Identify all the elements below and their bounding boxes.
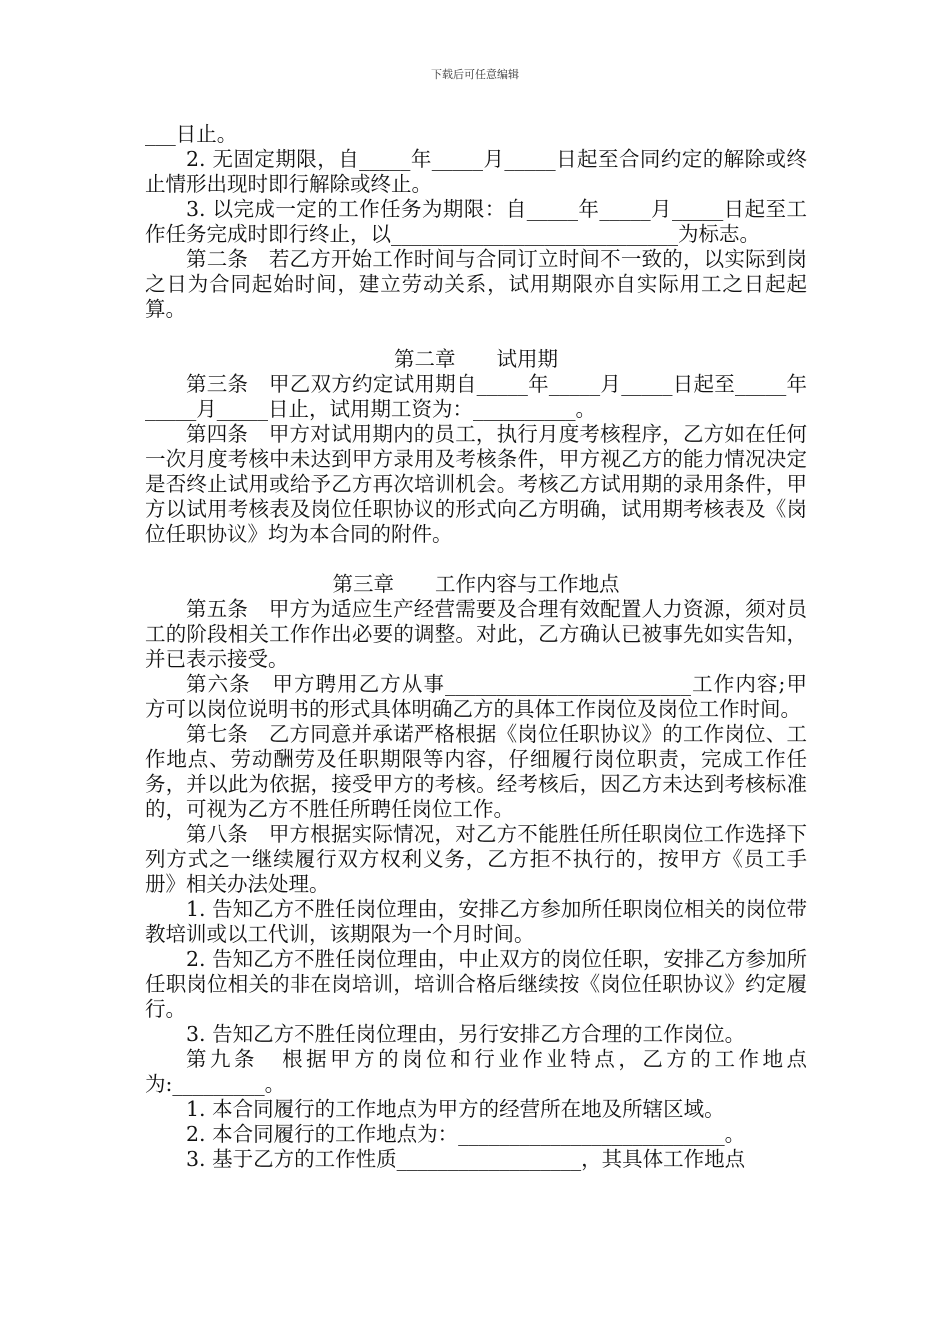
article-8: 第八条 甲方根据实际情况，对乙方不能胜任所任职岗位工作选择下列方式之一继续履行双方权利义务，乙方拒不执行的，按甲方《员工手册》相关办法处理。 [145, 822, 807, 896]
article-9: 第九条 根据甲方的岗位和行业作业特点，乙方的工作地点为:_________。 [145, 1047, 807, 1096]
article-8-item-3: 3. 告知乙方不胜任岗位理由，另行安排乙方合理的工作岗位。 [186, 1022, 746, 1046]
article-9-item-3: 3. 基于乙方的工作性质__________________，其具体工作地点 [186, 1147, 746, 1171]
article-9-item-1: 1. 本合同履行的工作地点为甲方的经营所在地及所辖区域。 [186, 1097, 725, 1121]
page-header: 下载后可任意编辑 [431, 68, 519, 81]
article-5: 第五条 甲方为适应生产经营需要及合理有效配置人力资源，须对员工的阶段相关工作作出必要的调整。对此，乙方确认已被事先如实告知，并已表示接受。 [145, 597, 807, 671]
article-7: 第七条 乙方同意并承诺严格根据《岗位任职协议》的工作岗位、工作地点、劳动酬劳及任职期限等内容，仔细履行岗位职责，完成工作任务，并以此为依据，接受甲方的考核。经考核后，因乙方未达到考核标准的，可视为乙方不胜任所聘任岗位工作。 [145, 722, 807, 821]
paragraph-term-task-based: 3. 以完成一定的工作任务为期限：自_____年_____月_____日起至工作任务完成时即行终止，以____________________________为标志。 [145, 197, 807, 246]
article-6: 第六条 甲方聘用乙方从事________________________工作内容;甲方可以岗位说明书的形式具体明确乙方的具体工作岗位及岗位工作时间。 [145, 672, 807, 721]
article-2: 第二条 若乙方开始工作时间与合同订立时间不一致的，以实际到岗之日为合同起始时间，建立劳动关系，试用期限亦自实际用工之日起起算。 [145, 247, 807, 321]
contract-body [145, 122, 807, 1172]
paragraph-end-date: ___日止。 [145, 122, 238, 146]
article-3: 第三条 甲乙双方约定试用期自_____年_____月_____日起至_____年_____月_____日止，试用期工资为：__________。 [145, 372, 807, 421]
paragraph-term-open-ended: 2. 无固定期限，自_____年_____月_____日起至合同约定的解除或终止情形出现时即行解除或终止。 [145, 147, 807, 196]
article-8-item-2: 2. 告知乙方不胜任岗位理由，中止双方的岗位任职，安排乙方参加所任职岗位相关的非在岗培训，培训合格后继续按《岗位任职协议》约定履行。 [145, 947, 807, 1021]
article-8-item-1: 1. 告知乙方不胜任岗位理由，安排乙方参加所任职岗位相关的岗位带教培训或以工代训，该期限为一个月时间。 [145, 897, 807, 946]
chapter-3-heading: 第三章 工作内容与工作地点 [332, 572, 620, 596]
article-9-item-2: 2. 本合同履行的工作地点为：__________________________。 [186, 1122, 746, 1146]
chapter-2-heading: 第二章 试用期 [394, 347, 558, 371]
article-4: 第四条 甲方对试用期内的员工，执行月度考核程序，乙方如在任何一次月度考核中未达到甲方录用及考核条件，甲方视乙方的能力情况决定是否终止试用或给予乙方再次培训机会。考核乙方试用期的录用条件，甲方以试用考核表及岗位任职协议的形式向乙方明确，试用期考核表及《岗位任职协议》均为本合同的附件。 [145, 422, 807, 546]
